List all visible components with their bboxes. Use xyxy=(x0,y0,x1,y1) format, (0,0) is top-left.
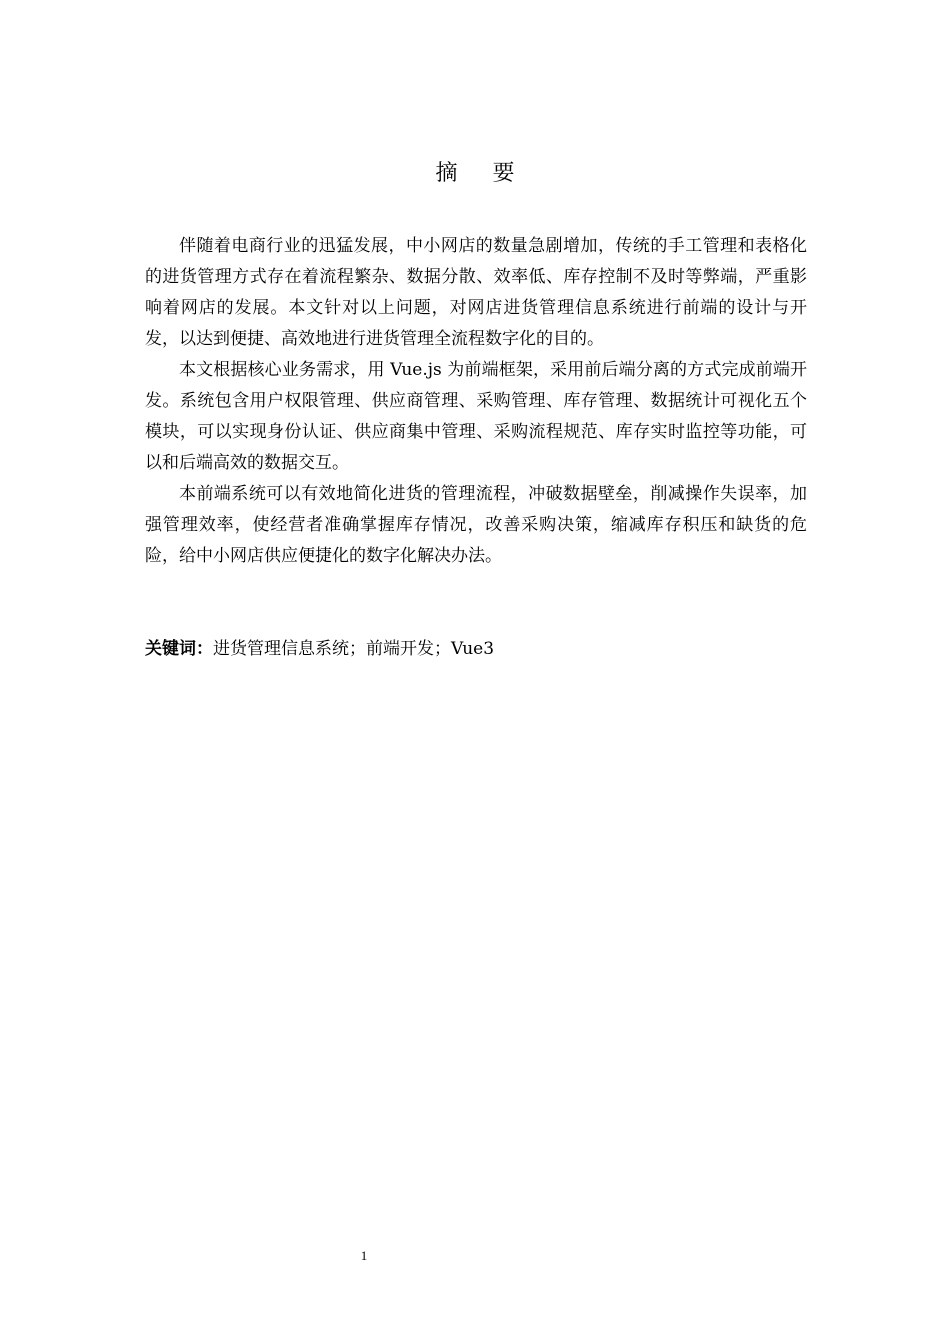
keywords-line xyxy=(145,634,807,665)
abstract-paragraph-1: 伴随着电商行业的迅猛发展，中小网店的数量急剧增加，传统的手工管理和表格化的进货管理方式存在着流程繁杂、数据分散、效率低、库存控制不及时等弊端，严重影响着网店的发展。本文针对以上问题，对网店进货管理信息系统进行前端的设计与开发，以达到便捷、高效地进行进货管理全流程数字化的目的。 xyxy=(145,236,807,349)
keywords-label: 关键词： xyxy=(145,639,213,659)
abstract-paragraph-2: 本文根据核心业务需求，用 Vue.js 为前端框架，采用前后端分离的方式完成前端开发。系统包含用户权限管理、供应商管理、采购管理、库存管理、数据统计可视化五个模块，可以实现身份认证、供应商集中管理、采购流程规范、库存实时监控等功能，可以和后端高效的数据交互。 xyxy=(145,360,807,473)
abstract-paragraph-3: 本前端系统可以有效地简化进货的管理流程，冲破数据壁垒，削减操作失误率，加强管理效率，使经营者准确掌握库存情况，改善采购决策，缩减库存积压和缺货的危险，给中小网店供应便捷化的数字化解决办法。 xyxy=(145,484,807,566)
keywords-value: 进货管理信息系统；前端开发；Vue3 xyxy=(213,639,495,659)
abstract-body xyxy=(145,231,807,572)
page-number: 1 xyxy=(360,1248,368,1263)
abstract-title: 摘 要 xyxy=(435,161,529,186)
